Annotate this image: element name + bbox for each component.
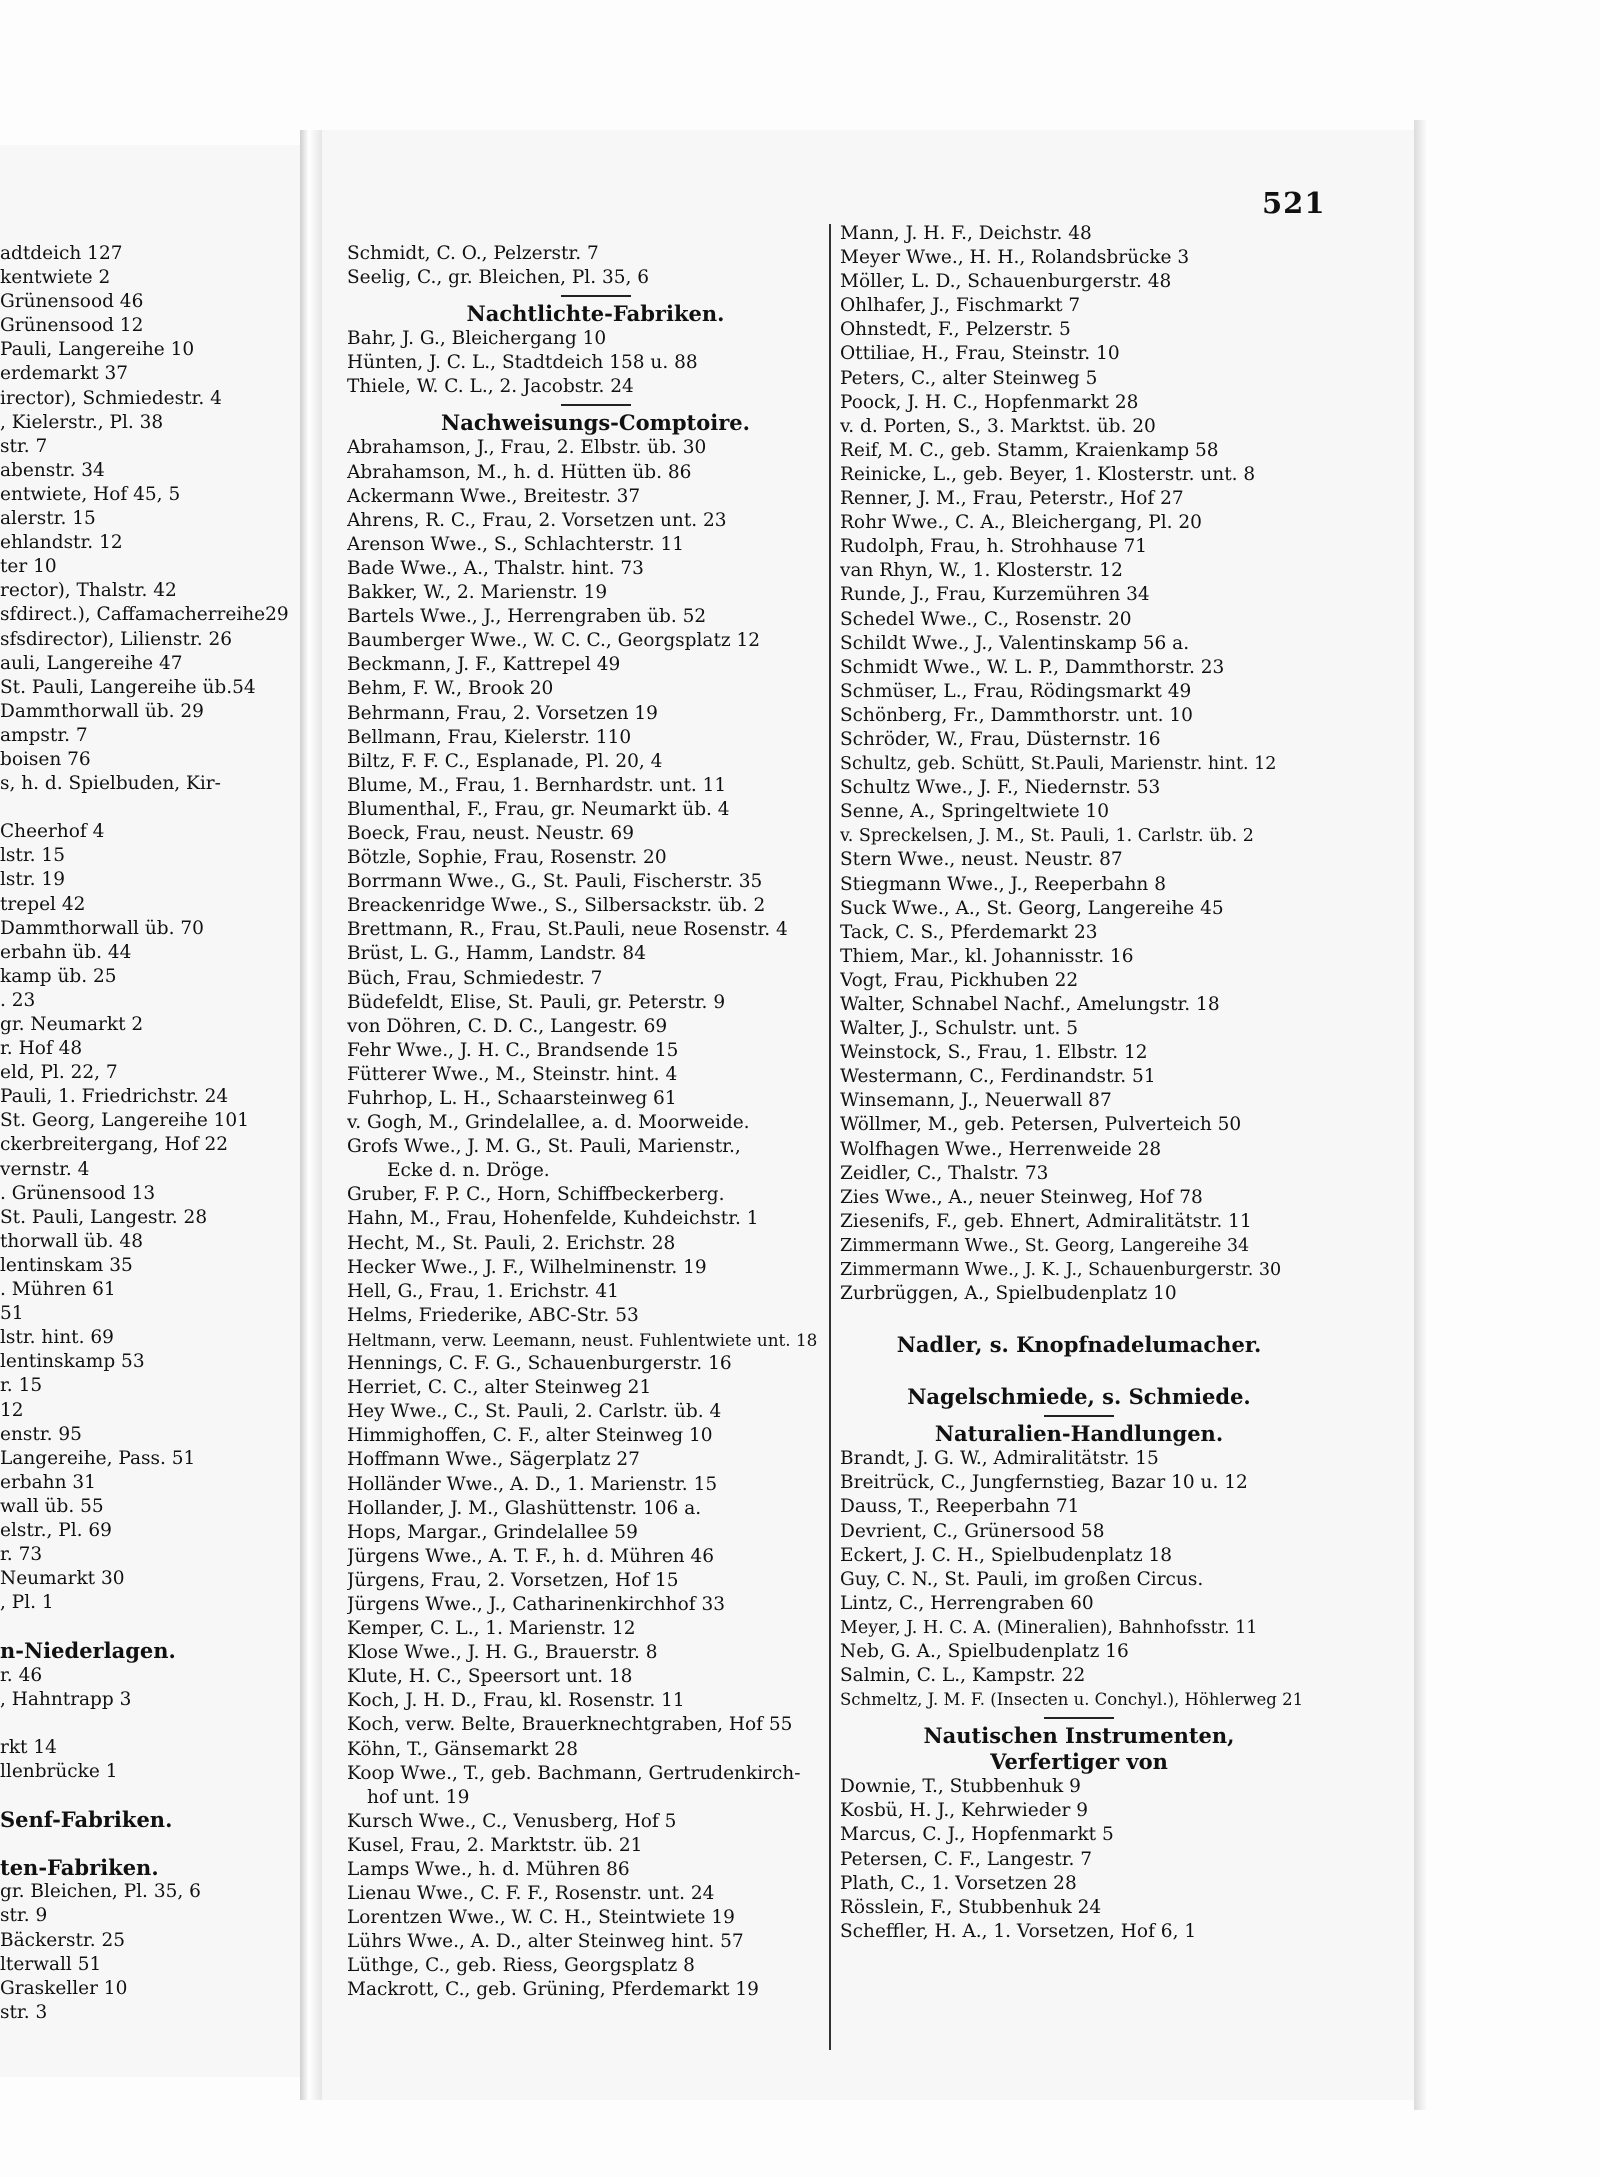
list-item: r. 73	[0, 1544, 43, 1566]
section-divider	[1044, 1717, 1114, 1719]
list-item: Abrahamson, M., h. d. Hütten üb. 86	[347, 461, 692, 483]
list-item: Graskeller 10	[0, 1977, 128, 1999]
list-item	[0, 1784, 300, 1808]
list-item: , Hahntrapp 3	[0, 1688, 132, 1710]
list-item: Winsemann, J., Neuerwall 87	[840, 1090, 1112, 1112]
section-heading: n-Niederlagen.	[0, 1639, 176, 1664]
list-item: thorwall üb. 48	[0, 1230, 143, 1252]
list-item: Weinstock, S., Frau, 1. Elbstr. 12	[840, 1042, 1148, 1064]
list-item: Jürgens, Frau, 2. Vorsetzen, Hof 15	[347, 1569, 679, 1591]
list-item: Cheerhof 4	[0, 821, 105, 843]
list-item: lentinskamp 53	[0, 1351, 145, 1373]
list-item: Fütterer Wwe., M., Steinstr. hint. 4	[347, 1063, 678, 1085]
list-item: eld, Pl. 22, 7	[0, 1062, 118, 1084]
list-item: Lienau Wwe., C. F. F., Rosenstr. unt. 24	[347, 1883, 715, 1905]
list-item: Fehr Wwe., J. H. C., Brandsende 15	[347, 1039, 679, 1061]
list-item: Behm, F. W., Brook 20	[347, 678, 554, 700]
list-item: Koop Wwe., T., geb. Bachmann, Gertrudenkirch-	[347, 1762, 801, 1784]
section-divider	[1044, 1415, 1114, 1417]
list-item: ter 10	[0, 556, 57, 578]
list-item: Pauli, 1. Friedrichstr. 24	[0, 1086, 229, 1108]
list-item: Dauss, T., Reeperbahn 71	[840, 1496, 1080, 1518]
list-item: Ziesenifs, F., geb. Ehnert, Admiralitätstr. 11	[840, 1210, 1252, 1232]
list-item: Zimmermann Wwe., St. Georg, Langereihe 34	[840, 1235, 1250, 1256]
list-item: Herriet, C. C., alter Steinweg 21	[347, 1377, 652, 1399]
list-item: lstr. hint. 69	[0, 1327, 114, 1349]
list-item: boisen 76	[0, 748, 91, 770]
list-item: sfsdirector), Lilienstr. 26	[0, 628, 233, 650]
list-item: Zeidler, C., Thalstr. 73	[840, 1162, 1049, 1184]
list-item: adtdeich 127	[0, 243, 123, 264]
list-item: Schmüser, L., Frau, Rödingsmarkt 49	[840, 680, 1192, 702]
list-item	[0, 796, 300, 820]
list-item: , Kielerstr., Pl. 38	[0, 411, 164, 433]
list-item: Peters, C., alter Steinweg 5	[840, 367, 1098, 389]
list-item: Ohnstedt, F., Pelzerstr. 5	[840, 319, 1071, 341]
list-item: Renner, J. M., Frau, Peterstr., Hof 27	[840, 488, 1184, 510]
list-item: vernstr. 4	[0, 1158, 90, 1180]
list-item: str. 7	[0, 435, 48, 457]
list-item: Ottiliae, H., Frau, Steinstr. 10	[840, 343, 1120, 365]
list-item: v. Gogh, M., Grindelallee, a. d. Moorweide.	[347, 1112, 750, 1134]
list-item: Neb, G. A., Spielbudenplatz 16	[840, 1640, 1129, 1662]
list-item: Hahn, M., Frau, Hohenfelde, Kuhdeichstr. 1	[347, 1208, 759, 1230]
list-item: ehlandstr. 12	[0, 532, 123, 554]
list-item: Dammthorwall üb. 29	[0, 700, 204, 722]
list-item: Brüst, L. G., Hamm, Landstr. 84	[347, 943, 646, 965]
list-item: Zimmermann Wwe., J. K. J., Schauenburgerstr. 30	[840, 1260, 1282, 1281]
list-item: Plath, C., 1. Vorsetzen 28	[840, 1872, 1077, 1894]
list-item: Westermann, C., Ferdinandstr. 51	[840, 1066, 1156, 1088]
list-item: Brandt, J. G. W., Admiralitätstr. 15	[840, 1448, 1159, 1470]
list-item: Rösslein, F., Stubbenhuk 24	[840, 1896, 1102, 1918]
list-item: Stern Wwe., neust. Neustr. 87	[840, 849, 1123, 871]
list-item: Rudolph, Frau, h. Strohhause 71	[840, 536, 1148, 558]
list-item: Bäckerstr. 25	[0, 1929, 126, 1951]
list-item: r. Hof 48	[0, 1038, 83, 1060]
list-item: Poock, J. H. C., Hopfenmarkt 28	[840, 391, 1139, 413]
list-item: Klute, H. C., Speersort unt. 18	[347, 1666, 633, 1688]
list-item: Vogt, Frau, Pickhuben 22	[840, 969, 1079, 991]
list-item: van Rhyn, W., 1. Klosterstr. 12	[840, 560, 1123, 582]
list-item: Wolfhagen Wwe., Herrenweide 28	[840, 1138, 1162, 1160]
list-item: Schmeltz, J. M. F. (Insecten u. Conchyl.), Höhlerweg 21	[840, 1690, 1304, 1710]
list-item: Tack, C. S., Pferdemarkt 23	[840, 921, 1098, 943]
list-item: Kusel, Frau, 2. Marktstr. üb. 21	[347, 1834, 643, 1856]
list-item: Hecht, M., St. Pauli, 2. Erichstr. 28	[347, 1232, 676, 1254]
list-item: Schildt Wwe., J., Valentinskamp 56 a.	[840, 632, 1190, 654]
list-item: Arenson Wwe., S., Schlachterstr. 11	[347, 533, 685, 555]
list-item: trepel 42	[0, 893, 86, 915]
list-item: Bahr, J. G., Bleichergang 10	[347, 328, 607, 350]
list-item	[0, 1615, 300, 1639]
list-item: lterwall 51	[0, 1953, 102, 1975]
list-item: Möller, L. D., Schauenburgerstr. 48	[840, 271, 1172, 293]
list-item: sfdirect.), Caffamacherreihe29	[0, 604, 289, 626]
list-item: gr. Bleichen, Pl. 35, 6	[0, 1881, 201, 1903]
list-item: Dammthorwall üb. 70	[0, 917, 204, 939]
list-item: rkt 14	[0, 1736, 57, 1758]
list-item: Breackenridge Wwe., S., Silbersackstr. üb. 2	[347, 895, 766, 917]
list-item: Himmighoffen, C. F., alter Steinweg 10	[347, 1425, 713, 1447]
section-heading: Senf-Fabriken.	[0, 1808, 173, 1833]
list-item: Eckert, J. C. H., Spielbudenplatz 18	[840, 1544, 1172, 1566]
list-item: Bartels Wwe., J., Herrengraben üb. 52	[347, 606, 707, 628]
list-item: Meyer Wwe., H. H., Rolandsbrücke 3	[840, 247, 1190, 269]
list-item: Pauli, Langereihe 10	[0, 339, 195, 361]
list-item: . 23	[0, 989, 36, 1011]
list-item: Breitrück, C., Jungfernstieg, Bazar 10 u. 12	[840, 1472, 1248, 1494]
list-item: s, h. d. Spielbuden, Kir-	[0, 773, 221, 795]
list-item: Walter, J., Schulstr. unt. 5	[840, 1018, 1079, 1040]
spacer	[840, 1358, 1318, 1380]
list-item: Koch, verw. Belte, Brauerknechtgraben, Hof 55	[347, 1714, 793, 1736]
list-item: Langereihe, Pass. 51	[0, 1447, 196, 1469]
section-heading-nagelschmiede: Nagelschmiede, s. Schmiede.	[907, 1384, 1251, 1410]
spacer	[840, 1306, 1318, 1328]
list-item: Lamps Wwe., h. d. Mühren 86	[347, 1859, 630, 1880]
list-item: r. 15	[0, 1375, 43, 1397]
list-item: Klose Wwe., J. H. G., Brauerstr. 8	[347, 1642, 658, 1664]
list-item	[0, 1832, 300, 1856]
list-item: Jürgens Wwe., A. T. F., h. d. Mühren 46	[347, 1545, 714, 1567]
list-item: . Mühren 61	[0, 1279, 116, 1301]
list-item: Thiele, W. C. L., 2. Jacobstr. 24	[347, 376, 634, 398]
list-item: ckerbreitergang, Hof 22	[0, 1134, 229, 1156]
list-item: Senne, A., Springeltwiete 10	[840, 801, 1109, 823]
list-item: Walter, Schnabel Nachf., Amelungstr. 18	[840, 994, 1220, 1015]
list-item: Ackermann Wwe., Breitestr. 37	[347, 485, 641, 507]
list-item: St. Pauli, Langereihe üb.54	[0, 676, 256, 698]
section-divider	[561, 295, 631, 297]
list-item: Devrient, C., Grünersood 58	[840, 1520, 1105, 1542]
list-item: Behrmann, Frau, 2. Vorsetzen 19	[347, 702, 658, 724]
list-item: Thiem, Mar., kl. Johannisstr. 16	[840, 945, 1134, 967]
list-item: Schmidt Wwe., W. L. P., Dammthorstr. 23	[840, 656, 1225, 678]
list-item: auli, Langereihe 47	[0, 652, 183, 674]
list-item: Hell, G., Frau, 1. Erichstr. 41	[347, 1280, 619, 1302]
list-item: Wöllmer, M., geb. Petersen, Pulverteich 50	[840, 1114, 1242, 1136]
list-item: Hennings, C. F. G., Schauenburgerstr. 16	[347, 1353, 732, 1375]
list-item: Koch, J. H. D., Frau, kl. Rosenstr. 11	[347, 1690, 685, 1712]
list-item: Schmidt, C. O., Pelzerstr. 7	[347, 243, 599, 264]
list-item: 51	[0, 1303, 24, 1325]
list-item: Hey Wwe., C., St. Pauli, 2. Carlstr. üb. 4	[347, 1401, 722, 1423]
list-item: Ohlhafer, J., Fischmarkt 7	[840, 295, 1081, 317]
list-item: Lührs Wwe., A. D., alter Steinweg hint. 57	[347, 1931, 744, 1953]
list-item-continuation: hof unt. 19	[367, 1786, 470, 1808]
list-item: Rohr Wwe., C. A., Bleichergang, Pl. 20	[840, 512, 1202, 534]
list-item: , Pl. 1	[0, 1592, 54, 1614]
list-item: Bakker, W., 2. Marienstr. 19	[347, 582, 608, 604]
list-item: abenstr. 34	[0, 459, 105, 481]
list-item: Brettmann, R., Frau, St.Pauli, neue Rosenstr. 4	[347, 919, 788, 941]
list-item: Neumarkt 30	[0, 1568, 125, 1590]
list-item: Salmin, C. L., Kampstr. 22	[840, 1665, 1086, 1687]
list-item: Marcus, C. J., Hopfenmarkt 5	[840, 1824, 1114, 1846]
list-item: . Grünensood 13	[0, 1182, 156, 1204]
list-item: lstr. 19	[0, 869, 65, 891]
list-item: gr. Neumarkt 2	[0, 1014, 144, 1035]
list-item: entwiete, Hof 45, 5	[0, 483, 181, 505]
list-item: Abrahamson, J., Frau, 2. Elbstr. üb. 30	[347, 437, 707, 459]
list-item: von Döhren, C. D. C., Langestr. 69	[347, 1015, 668, 1037]
left-column	[0, 242, 300, 2025]
list-item: Mann, J. H. F., Deichstr. 48	[840, 223, 1092, 244]
list-item: elstr., Pl. 69	[0, 1519, 112, 1541]
list-item: wall üb. 55	[0, 1495, 104, 1517]
list-item: Helms, Friederike, ABC-Str. 53	[347, 1304, 639, 1326]
list-item: Schröder, W., Frau, Düsternstr. 16	[840, 728, 1161, 750]
list-item: Hops, Margar., Grindelallee 59	[347, 1521, 638, 1543]
list-item: Ahrens, R. C., Frau, 2. Vorsetzen unt. 23	[347, 509, 727, 531]
list-item: Reif, M. C., geb. Stamm, Kraienkamp 58	[840, 439, 1219, 461]
list-item: Meyer, J. H. C. A. (Mineralien), Bahnhofsstr. 11	[840, 1617, 1258, 1638]
list-item: Schultz, geb. Schütt, St.Pauli, Marienstr. hint. 12	[840, 754, 1277, 775]
list-item: str. 3	[0, 2001, 48, 2023]
list-item: Jürgens Wwe., J., Catharinenkirchhof 33	[347, 1593, 725, 1615]
list-item: Beckmann, J. F., Kattrepel 49	[347, 654, 621, 676]
list-item: Lüthge, C., geb. Riess, Georgsplatz 8	[347, 1955, 695, 1977]
list-item: Reinicke, L., geb. Beyer, 1. Klosterstr. unt. 8	[840, 463, 1256, 485]
list-item: Biltz, F. F. C., Esplanade, Pl. 20, 4	[347, 750, 663, 772]
section-heading-nachtlichte: Nachtlichte-Fabriken.	[466, 301, 725, 327]
list-item	[0, 1712, 300, 1736]
list-item: Bötzle, Sophie, Frau, Rosenstr. 20	[347, 847, 667, 869]
list-item: Blume, M., Frau, 1. Bernhardstr. unt. 11	[347, 774, 727, 796]
list-item: Lorentzen Wwe., W. C. H., Steintwiete 19	[347, 1907, 735, 1929]
page-gutter	[300, 130, 322, 2100]
list-item: Seelig, C., gr. Bleichen, Pl. 35, 6	[347, 267, 650, 289]
list-item: enstr. 95	[0, 1423, 82, 1445]
list-item: kamp üb. 25	[0, 965, 117, 987]
section-heading-nautischen: Nautischen Instrumenten,	[923, 1723, 1235, 1749]
list-item: alerstr. 15	[0, 508, 96, 530]
section-subheading-nautischen: Verfertiger von	[990, 1749, 1168, 1775]
list-item: Blumenthal, F., Frau, gr. Neumarkt üb. 4	[347, 798, 730, 820]
list-item: Grünensood 46	[0, 291, 144, 313]
list-item: Büdefeldt, Elise, St. Pauli, gr. Peterstr. 9	[347, 991, 726, 1013]
list-item: erdemarkt 37	[0, 363, 129, 385]
list-item: St. Pauli, Langestr. 28	[0, 1206, 208, 1228]
list-item: Petersen, C. F., Langestr. 7	[840, 1848, 1093, 1870]
list-item: Bellmann, Frau, Kielerstr. 110	[347, 726, 632, 748]
list-item: Grofs Wwe., J. M. G., St. Pauli, Marienstr.,	[347, 1136, 741, 1158]
section-heading: ten-Fabriken.	[0, 1856, 159, 1881]
list-item: Kosbü, H. J., Kehrwieder 9	[840, 1800, 1089, 1822]
list-item: Schönberg, Fr., Dammthorstr. unt. 10	[840, 704, 1193, 726]
list-item: r. 46	[0, 1664, 43, 1686]
list-item: Hollander, J. M., Glashüttenstr. 106 a.	[347, 1497, 702, 1519]
list-item: Baumberger Wwe., W. C. C., Georgsplatz 12	[347, 630, 761, 652]
list-item: Downie, T., Stubbenhuk 9	[840, 1776, 1081, 1798]
right-column	[840, 222, 1318, 1944]
list-item: lentinskam 35	[0, 1254, 133, 1276]
section-heading-naturalien: Naturalien-Handlungen.	[934, 1421, 1224, 1447]
section-heading-nachweisungs: Nachweisungs-Comptoire.	[441, 410, 750, 436]
list-item: Zurbrüggen, A., Spielbudenplatz 10	[840, 1283, 1177, 1305]
list-item: Fuhrhop, L. H., Schaarsteinweg 61	[347, 1088, 677, 1109]
list-item: Holländer Wwe., A. D., 1. Marienstr. 15	[347, 1473, 718, 1495]
list-item: Stiegmann Wwe., J., Reeperbahn 8	[840, 873, 1166, 895]
list-item: Heltmann, verw. Leemann, neust. Fuhlentwiete unt. 18	[347, 1329, 818, 1350]
list-item: Schultz Wwe., J. F., Niedernstr. 53	[840, 777, 1161, 799]
list-item: lstr. 15	[0, 845, 65, 867]
list-item: Zies Wwe., A., neuer Steinweg, Hof 78	[840, 1186, 1203, 1208]
list-item: Suck Wwe., A., St. Georg, Langereihe 45	[840, 897, 1224, 919]
list-item: St. Georg, Langereihe 101	[0, 1110, 249, 1132]
list-item: Kemper, C. L., 1. Marienstr. 12	[347, 1618, 636, 1640]
list-item: Büch, Frau, Schmiedestr. 7	[347, 967, 603, 989]
list-item: rector), Thalstr. 42	[0, 580, 177, 602]
list-item: 12	[0, 1399, 24, 1421]
page-number: 521	[1262, 186, 1326, 220]
list-item: Grünensood 12	[0, 315, 144, 337]
section-heading-nadler: Nadler, s. Knopfnadelumacher.	[896, 1332, 1262, 1358]
list-item: erbahn üb. 44	[0, 941, 132, 963]
list-item: erbahn 31	[0, 1471, 96, 1493]
list-item: Scheffler, H. A., 1. Vorsetzen, Hof 6, 1	[840, 1920, 1197, 1942]
list-item: Bade Wwe., A., Thalstr. hint. 73	[347, 557, 644, 579]
section-divider	[561, 404, 631, 406]
list-item-continuation: Ecke d. n. Dröge.	[387, 1160, 550, 1182]
list-item: llenbrücke 1	[0, 1760, 118, 1782]
list-item: Guy, C. N., St. Pauli, im großen Circus.	[840, 1568, 1204, 1590]
list-item: Schedel Wwe., C., Rosenstr. 20	[840, 608, 1132, 630]
page-edge-shadow	[1414, 120, 1428, 2110]
list-item: kentwiete 2	[0, 267, 111, 289]
middle-column	[347, 242, 844, 2003]
list-item: Kursch Wwe., C., Venusberg, Hof 5	[347, 1810, 677, 1832]
list-item: Hecker Wwe., J. F., Wilhelminenstr. 19	[347, 1256, 707, 1278]
list-item: Boeck, Frau, neust. Neustr. 69	[347, 822, 634, 844]
list-item: Borrmann Wwe., G., St. Pauli, Fischerstr. 35	[347, 871, 763, 893]
list-item: Hoffmann Wwe., Sägerplatz 27	[347, 1449, 640, 1471]
list-item: v. Spreckelsen, J. M., St. Pauli, 1. Carlstr. üb. 2	[840, 826, 1254, 847]
list-item: ampstr. 7	[0, 724, 88, 746]
list-item: Hünten, J. C. L., Stadtdeich 158 u. 88	[347, 352, 698, 374]
list-item: Mackrott, C., geb. Grüning, Pferdemarkt 19	[347, 1979, 759, 2001]
list-item: Köhn, T., Gänsemarkt 28	[347, 1738, 578, 1760]
list-item: irector), Schmiedestr. 4	[0, 387, 222, 409]
list-item: str. 9	[0, 1905, 48, 1927]
list-item: Runde, J., Frau, Kurzemühren 34	[840, 584, 1150, 606]
list-item: v. d. Porten, S., 3. Marktst. üb. 20	[840, 415, 1156, 437]
list-item: Gruber, F. P. C., Horn, Schiffbeckerberg.	[347, 1184, 725, 1206]
list-item: Lintz, C., Herrengraben 60	[840, 1592, 1094, 1614]
column-divider	[829, 224, 831, 2050]
